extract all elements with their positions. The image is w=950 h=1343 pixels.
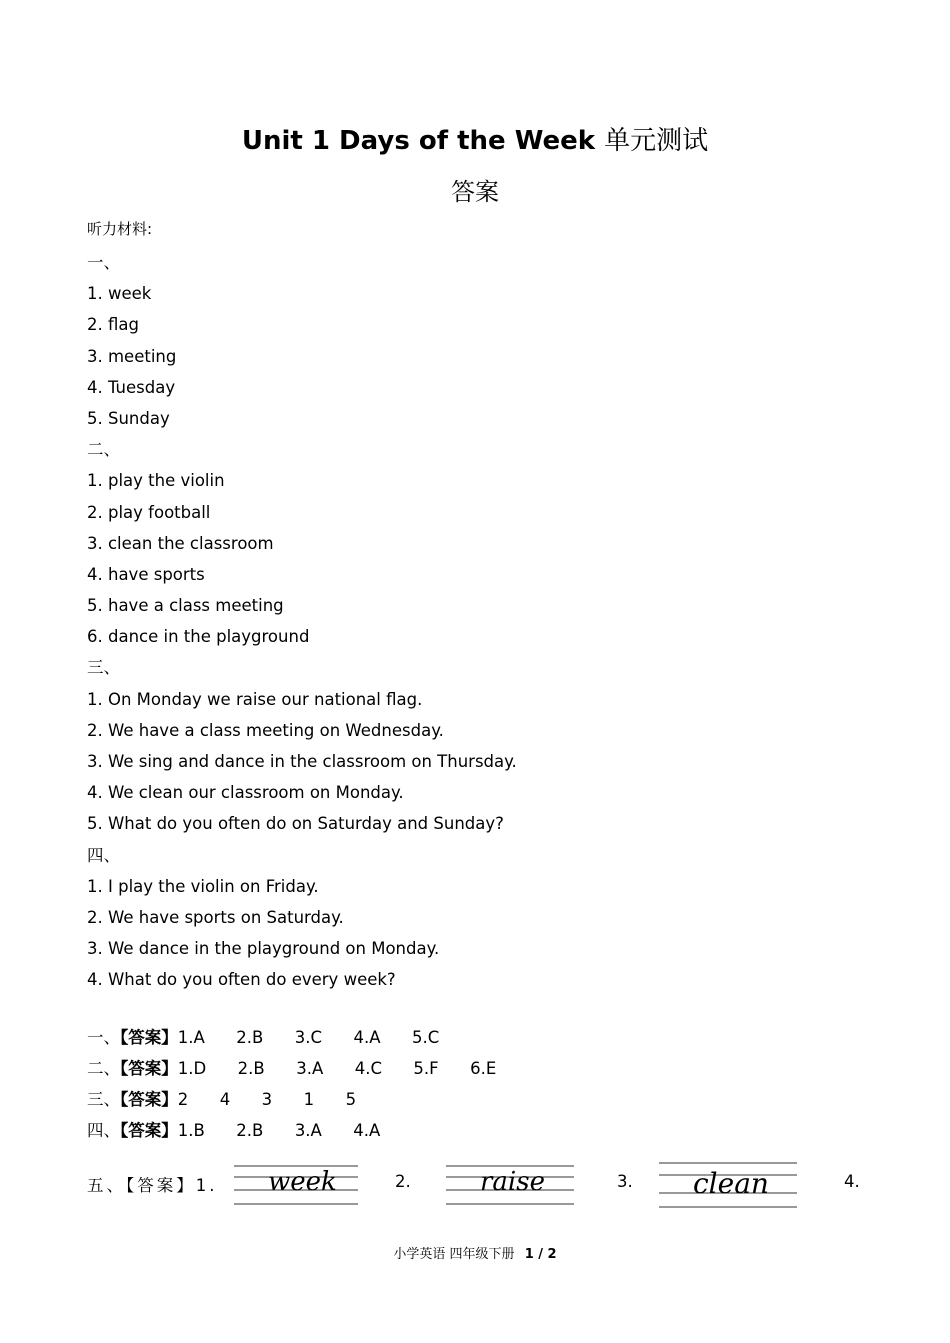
answer-values: 1.A 2.B 3.C 4.A 5.C bbox=[177, 1028, 440, 1047]
listening-line: 2. We have a class meeting on Wednesday. bbox=[87, 720, 444, 740]
handwritten-word-2: raise bbox=[480, 1167, 545, 1197]
listening-line: 5. have a class meeting bbox=[87, 596, 284, 616]
answer-num-3: 3. bbox=[617, 1172, 633, 1191]
answer-tag: 【答案】 bbox=[120, 1059, 178, 1078]
section-label: 听力材料: bbox=[87, 220, 153, 238]
answer-values: 1.D 2.B 3.A 4.C 5.F 6.E bbox=[177, 1059, 497, 1078]
listening-line: 5. Sunday bbox=[87, 408, 170, 428]
listening-line: 三、 bbox=[87, 658, 120, 678]
page-title bbox=[0, 120, 950, 157]
answer-tag: 【答案】 bbox=[120, 1028, 178, 1047]
handwriting-lines-1 bbox=[234, 1160, 360, 1210]
answer-tag: 【答案】 bbox=[120, 1121, 178, 1140]
listening-line: 1. play the violin bbox=[87, 471, 225, 491]
listening-line: 4. have sports bbox=[87, 564, 205, 584]
listening-line: 6. dance in the playground bbox=[87, 627, 310, 647]
answer-num-4: 4. bbox=[844, 1172, 860, 1191]
answer-prefix: 二、 bbox=[87, 1059, 120, 1078]
answer-key bbox=[87, 1022, 496, 1146]
title-chinese: 单元测试 bbox=[604, 126, 709, 156]
listening-line: 1. On Monday we raise our national flag. bbox=[87, 689, 423, 709]
page-subtitle: 答案 bbox=[451, 178, 499, 206]
answer-prefix: 一、 bbox=[87, 1028, 120, 1047]
listening-line: 四、 bbox=[87, 845, 120, 865]
listening-line: 3. meeting bbox=[87, 346, 177, 366]
handwritten-word-3: clean bbox=[693, 1167, 769, 1200]
listening-line: 2. play football bbox=[87, 502, 211, 522]
listening-line: 一、 bbox=[87, 253, 120, 272]
listening-line: 二、 bbox=[87, 440, 120, 460]
answer-num-2: 2. bbox=[395, 1172, 411, 1191]
listening-line: 4. What do you often do every week? bbox=[87, 970, 396, 990]
footer-page-number: 1 / 2 bbox=[524, 1247, 557, 1262]
listening-line: 1. week bbox=[87, 284, 152, 304]
section-five-answers bbox=[87, 1160, 867, 1210]
listening-line: 2. We have sports on Saturday. bbox=[87, 907, 344, 927]
listening-line: 5. What do you often do on Saturday and Sunday? bbox=[87, 814, 504, 834]
page-footer bbox=[0, 1243, 950, 1262]
answer-values: 2 4 3 1 5 bbox=[177, 1090, 357, 1109]
answer-values: 1.B 2.B 3.A 4.A bbox=[177, 1121, 381, 1140]
listening-line: 3. We dance in the playground on Monday. bbox=[87, 939, 440, 959]
listening-line: 3. We sing and dance in the classroom on Thursday. bbox=[87, 752, 517, 771]
answer-tag: 【答案】 bbox=[120, 1090, 178, 1109]
answer-line bbox=[87, 1053, 496, 1084]
answer-line bbox=[87, 1084, 496, 1115]
handwriting-lines-3 bbox=[659, 1160, 799, 1210]
title-english: Unit 1 Days of the Week bbox=[241, 126, 596, 156]
answer-prefix: 四、 bbox=[87, 1121, 120, 1140]
listening-line: 4. Tuesday bbox=[87, 377, 176, 397]
listening-line: 4. We clean our classroom on Monday. bbox=[87, 783, 404, 803]
section-five-lead: 五、【答案】1. bbox=[87, 1176, 218, 1195]
listening-line: 2. flag bbox=[87, 315, 139, 335]
answer-prefix: 三、 bbox=[87, 1090, 120, 1109]
listening-line: 1. I play the violin on Friday. bbox=[87, 876, 319, 896]
handwriting-lines-2 bbox=[446, 1160, 576, 1210]
listening-material bbox=[87, 247, 517, 996]
footer-subject: 小学英语 四年级下册 bbox=[393, 1247, 515, 1262]
answer-line bbox=[87, 1115, 496, 1146]
listening-line: 3. clean the classroom bbox=[87, 533, 274, 553]
answer-line bbox=[87, 1022, 496, 1053]
handwritten-word-1: week bbox=[268, 1167, 337, 1197]
